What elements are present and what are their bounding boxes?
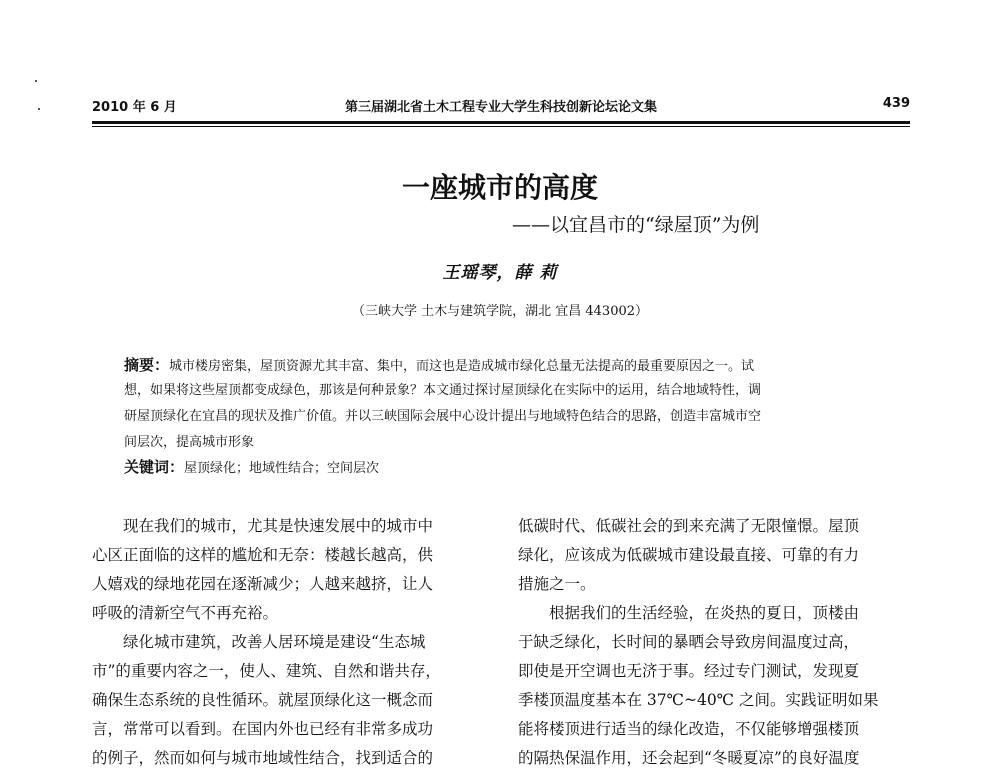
keywords-text: 屋顶绿化；地域性结合；空间层次 <box>184 461 380 476</box>
body-line: 季楼顶温度基本在 37℃~40℃ 之间。实践证明如果 <box>518 691 879 709</box>
body-line: 根据我们的生活经验，在炎热的夏日，顶楼由 <box>518 604 860 622</box>
body-line: 低碳时代、低碳社会的到来充满了无限憧憬。屋顶 <box>518 517 860 535</box>
body-line: 能将楼顶进行适当的绿化改造，不仅能够增强楼顶 <box>518 720 860 738</box>
keywords <box>124 456 379 477</box>
header-rule-thick <box>92 121 910 124</box>
body-line: 即使是开空调也无济于事。经过专门测试，发现夏 <box>518 662 860 680</box>
body-line: 心区正面临的这样的尴尬和无奈：楼越长越高，供 <box>92 546 434 564</box>
scan-speck <box>35 80 37 82</box>
author-affiliation: （三峡大学 土木与建筑学院，湖北 宜昌 443002） <box>351 304 649 319</box>
body-line: 市”的重要内容之一，使人、建筑、自然和谐共存， <box>92 662 441 680</box>
body-right-column <box>518 512 918 773</box>
body-line: 的例子，然而如何与城市地域性结合，找到适合的 <box>92 749 434 767</box>
body-line: 绿化城市建筑，改善人居环境是建设“生态城 <box>92 633 426 651</box>
abstract-line: 想，如果将这些屋顶都变成绿色，那该是何种景象？本文通过探讨屋顶绿化在实际中的运用，结合地域特性，调 <box>124 383 762 398</box>
body-line: 绿化，应该成为低碳城市建设最直接、可靠的有力 <box>518 546 860 564</box>
abstract-line: 间层次，提高城市形象 <box>124 435 255 450</box>
body-line: 现在我们的城市，尤其是快速发展中的城市中 <box>92 517 434 535</box>
body-line: 于缺乏绿化，长时间的暴晒会导致房间温度过高， <box>518 633 860 651</box>
keywords-label: 关键词： <box>124 458 185 476</box>
abstract-line: 研屋顶绿化在宜昌的现状及推广价值。并以三峡国际会展中心设计提出与地域特色结合的思路，创造丰富城市空 <box>124 409 762 424</box>
header-rule-thin <box>92 126 910 127</box>
body-left-column <box>92 512 492 773</box>
running-header <box>92 96 910 118</box>
header-page-number: 439 <box>882 96 910 111</box>
abstract-label: 摘要： <box>124 356 170 374</box>
abstract-line-text: 城市楼房密集，屋顶资源尤其丰富、集中，而这也是造成城市绿化总量无法提高的最重要原因之一。试 <box>169 359 755 374</box>
abstract-line <box>124 352 894 378</box>
body-line: 人嬉戏的绿地花园在逐渐减少；人越来越挤，让人 <box>92 575 434 593</box>
body-line: 呼吸的清新空气不再充裕。 <box>92 604 279 622</box>
paper-authors: 王瑶琴，薛 莉 <box>442 263 558 283</box>
body-line: 确保生态系统的良性循环。就屋顶绿化这一概念而 <box>92 691 434 709</box>
paper-subtitle: ——以宜昌市的“绿屋顶”为例 <box>512 214 760 236</box>
body-line: 言，常常可以看到。在国内外也已经有非常多成功 <box>92 720 434 738</box>
body-line: 的隔热保温作用，还会起到“冬暖夏凉”的良好温度 <box>518 749 860 767</box>
paper-title: 一座城市的高度 <box>401 171 598 204</box>
scan-speck <box>38 108 40 110</box>
header-date: 2010 年 6 月 <box>92 100 177 115</box>
header-journal-title: 第三届湖北省土木工程专业大学生科技创新论坛论文集 <box>344 100 657 115</box>
body-line: 措施之一。 <box>518 575 596 593</box>
abstract <box>124 352 894 456</box>
